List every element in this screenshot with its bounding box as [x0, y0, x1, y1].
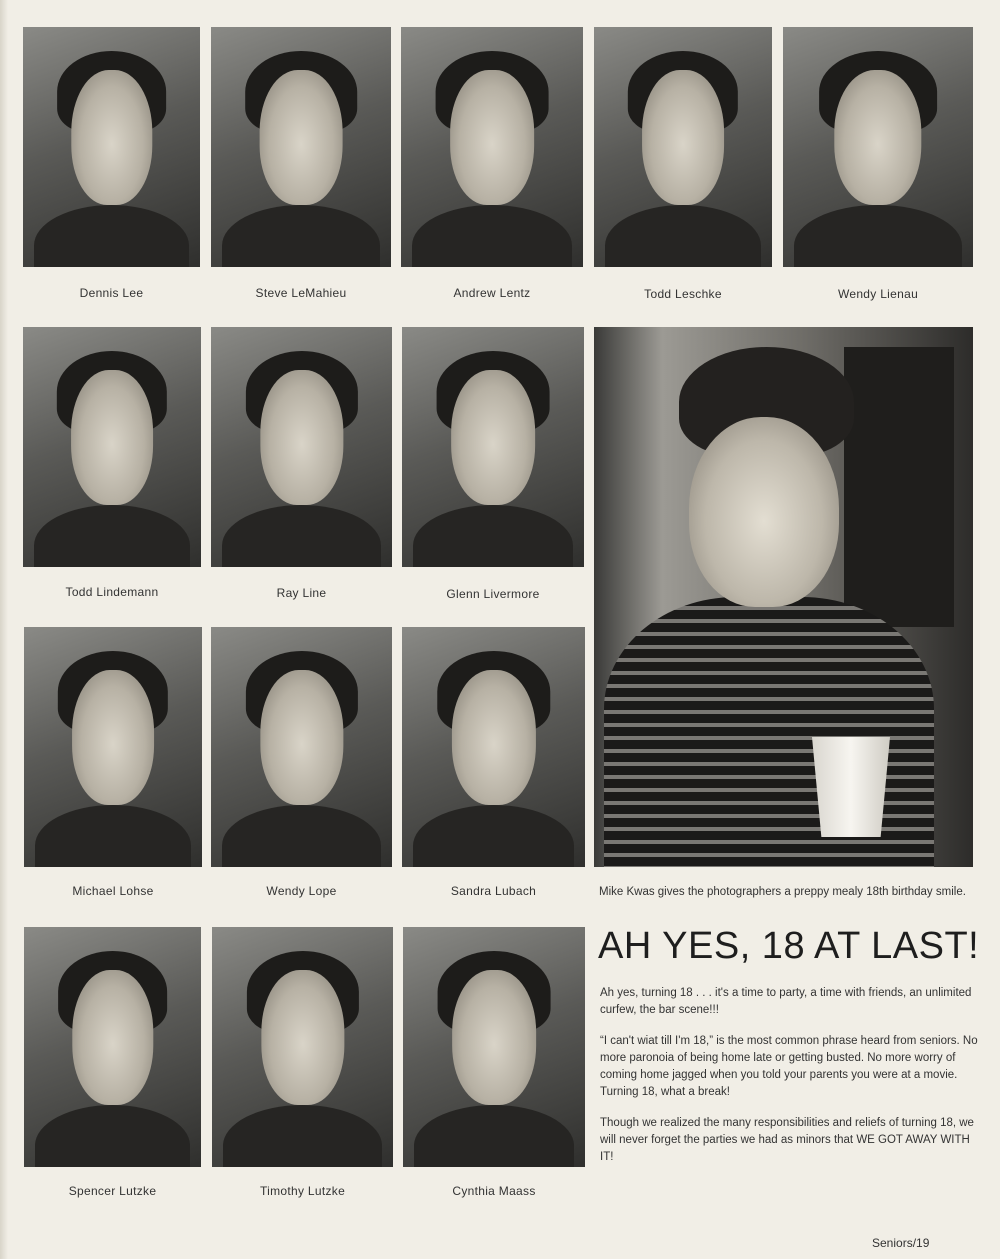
portrait-photo [402, 627, 585, 867]
portrait-name: Glenn Livermore [446, 587, 540, 601]
portrait-photo [783, 27, 973, 267]
portrait-photo [212, 927, 393, 1167]
portrait-name: Ray Line [276, 586, 327, 600]
portrait-name: Wendy Lienau [837, 287, 919, 301]
portrait-name: Todd Lindemann [65, 585, 159, 599]
portrait-name: Steve LeMahieu [255, 286, 347, 300]
portrait-name: Spencer Lutzke [68, 1184, 157, 1198]
feature-caption: Mike Kwas gives the photographers a preppy mealy 18th birthday smile. [599, 886, 966, 898]
portrait-photo [23, 327, 201, 567]
portrait-name: Wendy Lope [266, 884, 337, 898]
portrait-name: Dennis Lee [79, 286, 144, 300]
portrait-photo [24, 927, 201, 1167]
article-paragraph: Though we realized the many responsibilities and reliefs of turning 18, we will never forget the parties we had as minors that WE GOT AWAY WITH IT! [600, 1117, 974, 1163]
portrait-name: Andrew Lentz [453, 286, 531, 300]
portrait-name: Todd Leschke [644, 287, 722, 301]
portrait-name: Timothy Lutzke [259, 1184, 346, 1198]
portrait-name: Cynthia Maass [452, 1184, 536, 1198]
page-folio: Seniors/19 [872, 1236, 930, 1250]
page-binding-edge [0, 0, 8, 1259]
cup-graphic [812, 737, 890, 837]
portrait-photo [211, 327, 392, 567]
article-headline: AH YES, 18 AT LAST! [598, 925, 980, 967]
article-paragraph: Ah yes, turning 18 . . . it's a time to party, a time with friends, an unlimited curfew, the bar scene!!! [600, 987, 972, 1016]
portrait-name: Michael Lohse [72, 884, 154, 898]
portrait-photo [402, 327, 584, 567]
article-paragraph: “I can't wiat till I'm 18,” is the most common phrase heard from seniors. No more paronoia of being home late or getting busted. No more worry of coming home jagged when you told your parents you were at a movie. Turning 18, what a break! [600, 1035, 978, 1098]
portrait-photo [403, 927, 585, 1167]
feature-photo [594, 327, 973, 867]
portrait-photo [24, 627, 202, 867]
portrait-name: Sandra Lubach [450, 884, 537, 898]
portrait-photo [594, 27, 772, 267]
portrait-photo [211, 27, 391, 267]
portrait-photo [23, 27, 200, 267]
portrait-photo [401, 27, 583, 267]
portrait-photo [211, 627, 392, 867]
